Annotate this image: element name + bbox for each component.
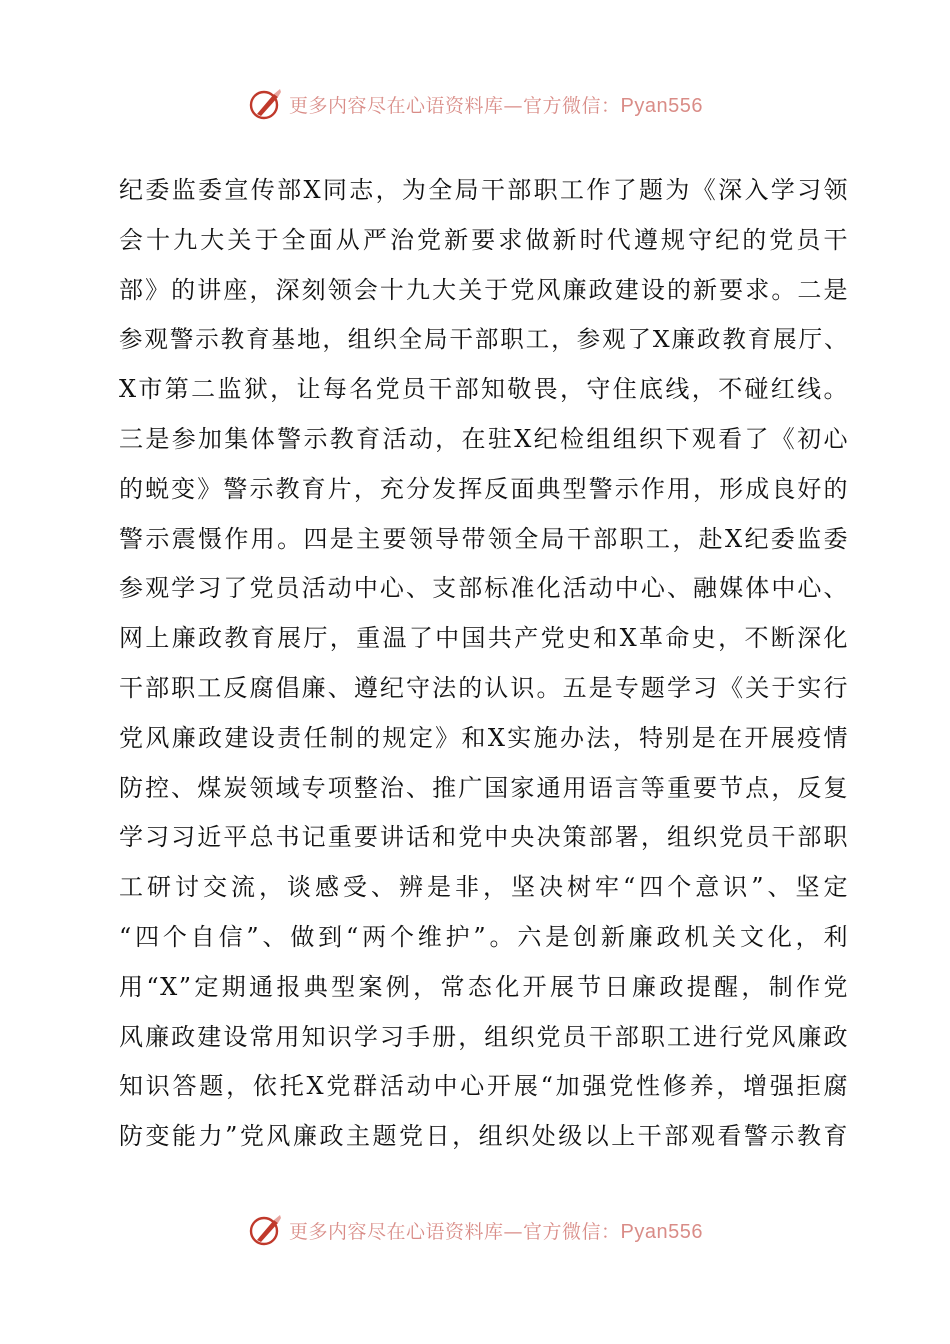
footer-wechat-label: 官方微信： [523,1220,621,1243]
body-line: 网上廉政教育展厅，重温了中国共产党史和X革命史，不断深化 [119,624,849,653]
footer-wechat-id: Pyan556 [620,1220,703,1243]
body-line: 三是参加集体警示教育活动，在驻X纪检组组织下观看了《初心 [119,424,849,453]
body-line: 知识答题，依托X党群活动中心开展“加强党性修养，增强拒腐 [119,1072,849,1101]
body-line: 学习习近平总书记重要讲话和党中央决策部署，组织党员干部职 [119,823,849,852]
body-line: 风廉政建设常用知识学习手册，组织党员干部职工进行党风廉政 [119,1022,849,1051]
body-line: 会十九大关于全面从严治党新要求做新时代遵规守纪的党员干 [119,225,849,254]
body-line: 参观警示教育基地，组织全局干部职工，参观了X廉政教育展厅、 [119,325,849,354]
header-banner [0,84,950,124]
footer-separator: — [503,1220,524,1243]
body-line: 工研讨交流，谈感受、辨是非，坚决树牢“四个意识”、坚定 [119,873,849,902]
pen-nib-circle-icon [247,86,283,122]
footer-site-text: 更多内容尽在心语资料库 [289,1220,504,1243]
body-line: “四个自信”、做到“两个维护”。六是创新廉政机关文化，利 [119,922,849,951]
header-banner-text [289,91,703,118]
body-line: 干部职工反腐倡廉、遵纪守法的认识。五是专题学习《关于实行 [119,673,849,702]
footer-banner-text [289,1217,703,1244]
header-separator: — [503,94,524,117]
body-line: 用“X”定期通报典型案例，常态化开展节日廉政提醒，制作党 [119,972,849,1001]
body-line: 纪委监委宣传部X同志，为全局干部职工作了题为《深入学习领 [119,176,849,204]
body-line: 部》的讲座，深刻领会十九大关于党风廉政建设的新要求。二是 [119,275,849,304]
body-line: 防变能力”党风廉政主题党日，组织处级以上干部观看警示教育 [119,1122,849,1151]
header-wechat-label: 官方微信： [523,94,621,117]
body-line: 警示震慑作用。四是主要领导带领全局干部职工，赴X纪委监委 [119,524,849,553]
body-line: X市第二监狱，让每名党员干部知敬畏，守住底线，不碰红线。 [119,375,849,404]
header-site-text: 更多内容尽在心语资料库 [289,94,504,117]
body-line: 党风廉政建设责任制的规定》和X实施办法，特别是在开展疫情 [119,723,849,752]
pen-nib-circle-icon [247,1212,283,1248]
document-body [119,166,849,1162]
header-wechat-id: Pyan556 [620,94,703,117]
body-line: 的蜕变》警示教育片，充分发挥反面典型警示作用，形成良好的 [119,474,849,503]
footer-banner [0,1210,950,1250]
body-line: 参观学习了党员活动中心、支部标准化活动中心、融媒体中心、 [119,574,849,603]
body-line: 防控、煤炭领域专项整治、推广国家通用语言等重要节点，反复 [119,773,849,802]
